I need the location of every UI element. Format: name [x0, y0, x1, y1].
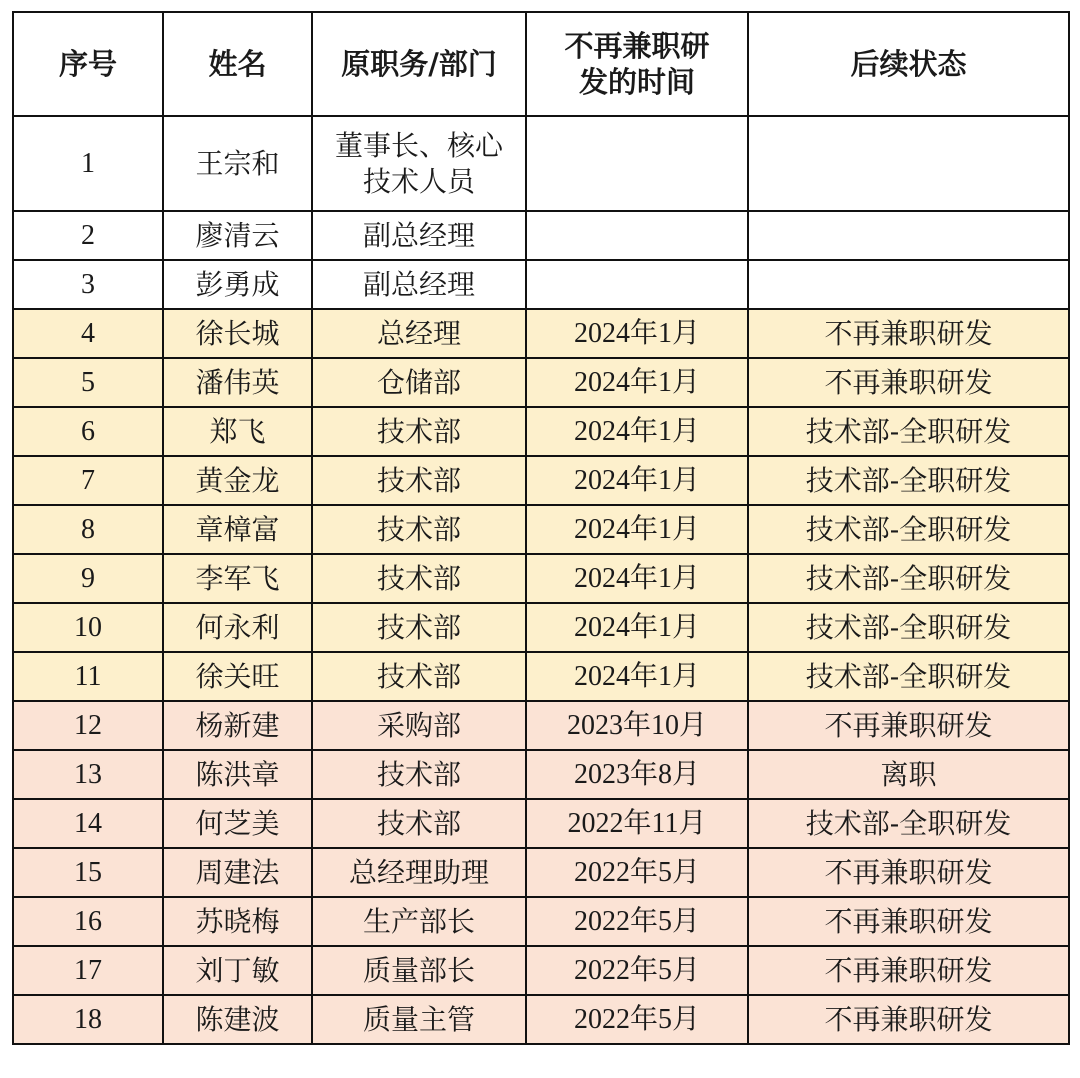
- table-row: [13, 211, 1069, 260]
- cell-no: 13: [13, 750, 163, 799]
- cell-time: 2022年11月: [526, 799, 748, 848]
- cell-status: [748, 260, 1069, 309]
- cell-role: 技术部: [312, 407, 526, 456]
- table-row: [13, 358, 1069, 407]
- cell-time: 2022年5月: [526, 897, 748, 946]
- cell-role: 总经理助理: [312, 848, 526, 897]
- cell-status: 不再兼职研发: [748, 309, 1069, 358]
- cell-name: 何永利: [163, 603, 312, 652]
- cell-role: 质量部长: [312, 946, 526, 995]
- cell-name: 苏晓梅: [163, 897, 312, 946]
- cell-name: 何芝美: [163, 799, 312, 848]
- cell-name: 徐长城: [163, 309, 312, 358]
- cell-status: 不再兼职研发: [748, 946, 1069, 995]
- cell-time: 2023年8月: [526, 750, 748, 799]
- cell-role: 仓储部: [312, 358, 526, 407]
- cell-role: 技术部: [312, 799, 526, 848]
- cell-no: 6: [13, 407, 163, 456]
- cell-no: 4: [13, 309, 163, 358]
- cell-status: 不再兼职研发: [748, 995, 1069, 1044]
- header-name: 姓名: [163, 12, 312, 116]
- cell-role: 技术部: [312, 603, 526, 652]
- table-row: [13, 897, 1069, 946]
- cell-name: 徐关旺: [163, 652, 312, 701]
- table-row: [13, 309, 1069, 358]
- cell-no: 1: [13, 116, 163, 211]
- cell-status: 技术部-全职研发: [748, 554, 1069, 603]
- cell-no: 8: [13, 505, 163, 554]
- cell-name: 刘丁敏: [163, 946, 312, 995]
- cell-status: [748, 116, 1069, 211]
- cell-name: 郑飞: [163, 407, 312, 456]
- cell-name: 李军飞: [163, 554, 312, 603]
- cell-no: 17: [13, 946, 163, 995]
- cell-role: 副总经理: [312, 260, 526, 309]
- cell-name: 王宗和: [163, 116, 312, 211]
- cell-time: 2024年1月: [526, 554, 748, 603]
- cell-time: 2022年5月: [526, 848, 748, 897]
- cell-name: 陈洪章: [163, 750, 312, 799]
- cell-status: 技术部-全职研发: [748, 799, 1069, 848]
- cell-time: [526, 260, 748, 309]
- cell-time: 2024年1月: [526, 603, 748, 652]
- cell-time: 2024年1月: [526, 652, 748, 701]
- table-row: [13, 554, 1069, 603]
- cell-time: 2024年1月: [526, 505, 748, 554]
- cell-status: 离职: [748, 750, 1069, 799]
- cell-time: [526, 116, 748, 211]
- cell-time: 2022年5月: [526, 995, 748, 1044]
- cell-no: 5: [13, 358, 163, 407]
- cell-status: 技术部-全职研发: [748, 652, 1069, 701]
- header-row: [13, 12, 1069, 116]
- cell-time: 2024年1月: [526, 456, 748, 505]
- table-row: [13, 701, 1069, 750]
- cell-no: 18: [13, 995, 163, 1044]
- cell-status: 技术部-全职研发: [748, 603, 1069, 652]
- cell-no: 3: [13, 260, 163, 309]
- cell-role: 总经理: [312, 309, 526, 358]
- table-row: [13, 995, 1069, 1044]
- cell-role: 技术部: [312, 554, 526, 603]
- cell-no: 7: [13, 456, 163, 505]
- cell-status: 技术部-全职研发: [748, 407, 1069, 456]
- table-row: [13, 848, 1069, 897]
- cell-no: 16: [13, 897, 163, 946]
- cell-status: [748, 211, 1069, 260]
- cell-no: 2: [13, 211, 163, 260]
- table-row: [13, 260, 1069, 309]
- table-row: [13, 799, 1069, 848]
- header-time: 不再兼职研发的时间: [526, 12, 748, 116]
- table-row: [13, 603, 1069, 652]
- cell-name: 潘伟英: [163, 358, 312, 407]
- cell-status: 不再兼职研发: [748, 701, 1069, 750]
- table-row: [13, 116, 1069, 211]
- cell-role: 生产部长: [312, 897, 526, 946]
- header-no: 序号: [13, 12, 163, 116]
- cell-name: 彭勇成: [163, 260, 312, 309]
- cell-name: 陈建波: [163, 995, 312, 1044]
- table-row: [13, 505, 1069, 554]
- cell-name: 杨新建: [163, 701, 312, 750]
- cell-no: 12: [13, 701, 163, 750]
- cell-role: 技术部: [312, 505, 526, 554]
- cell-role: 采购部: [312, 701, 526, 750]
- cell-no: 14: [13, 799, 163, 848]
- table-row: [13, 407, 1069, 456]
- table-row: [13, 652, 1069, 701]
- cell-status: 不再兼职研发: [748, 358, 1069, 407]
- cell-status: 技术部-全职研发: [748, 456, 1069, 505]
- cell-role: 董事长、核心技术人员: [312, 116, 526, 211]
- cell-time: 2024年1月: [526, 358, 748, 407]
- table-row: [13, 946, 1069, 995]
- cell-time: 2022年5月: [526, 946, 748, 995]
- cell-time: 2024年1月: [526, 407, 748, 456]
- table-row: [13, 456, 1069, 505]
- cell-no: 10: [13, 603, 163, 652]
- cell-role: 技术部: [312, 456, 526, 505]
- cell-no: 11: [13, 652, 163, 701]
- cell-name: 黄金龙: [163, 456, 312, 505]
- cell-name: 章樟富: [163, 505, 312, 554]
- cell-status: 不再兼职研发: [748, 848, 1069, 897]
- cell-name: 廖清云: [163, 211, 312, 260]
- cell-no: 9: [13, 554, 163, 603]
- cell-role: 技术部: [312, 652, 526, 701]
- cell-role: 技术部: [312, 750, 526, 799]
- rd-staff-table: [12, 11, 1070, 1045]
- cell-time: 2024年1月: [526, 309, 748, 358]
- cell-time: 2023年10月: [526, 701, 748, 750]
- cell-name: 周建法: [163, 848, 312, 897]
- table-row: [13, 750, 1069, 799]
- cell-status: 技术部-全职研发: [748, 505, 1069, 554]
- cell-time: [526, 211, 748, 260]
- cell-role: 副总经理: [312, 211, 526, 260]
- cell-role: 质量主管: [312, 995, 526, 1044]
- cell-status: 不再兼职研发: [748, 897, 1069, 946]
- cell-no: 15: [13, 848, 163, 897]
- header-role: 原职务/部门: [312, 12, 526, 116]
- header-status: 后续状态: [748, 12, 1069, 116]
